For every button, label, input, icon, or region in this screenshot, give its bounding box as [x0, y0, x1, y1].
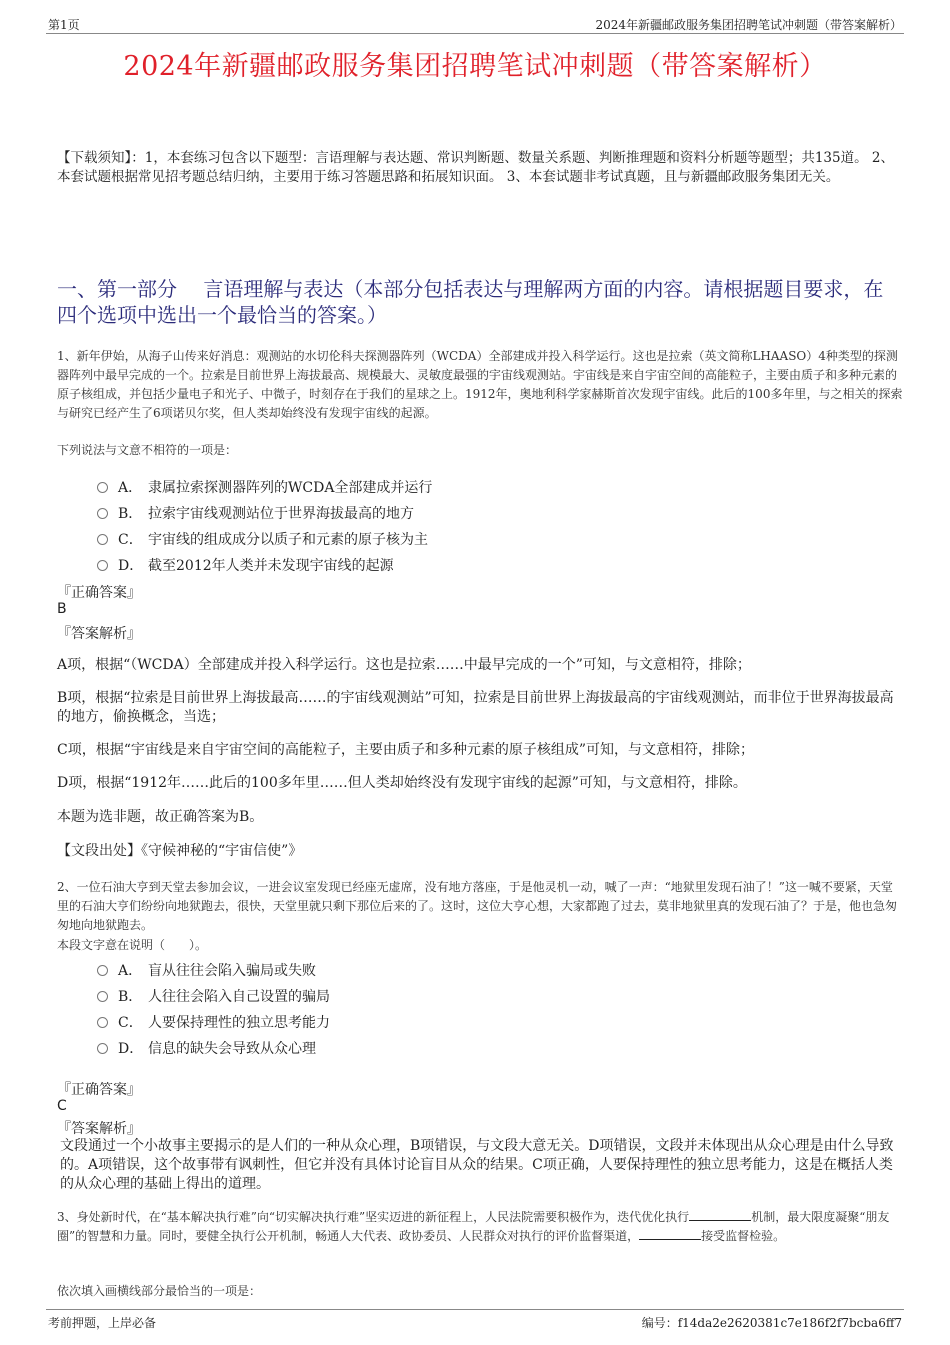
question-3-text: 3、身处新时代，在“基本解决执行难”向“切实解决执行难”坚实迈进的新征程上，人民法院需要积极作为，迭代优化执行 机制，最大限度凝聚“朋友圈”的智慧和力量。同时，要健全执行公开机制，畅通人大代表、政协委员、人民群众对执行的评价监督渠道， 接受监督检验。	[57, 1210, 890, 1243]
fill-blank-2[interactable]	[639, 1227, 701, 1240]
header-doc-title: 2024年新疆邮政服务集团招聘笔试冲刺题（带答案解析）	[595, 18, 902, 32]
radio-icon[interactable]	[97, 1017, 108, 1028]
question-1-text: 1、新年伊始，从海子山传来好消息：观测站的水切伦科夫探测器阵列（WCDA）全部建成并投入科学运行。这也是拉索（英文简称LHAASO）4种类型的探测器阵列中最早完成的一个。拉索是目前世界上海拔最高、规模最大、灵敏度最强的宇宙线观测站。宇宙线是来自宇宙空间的高能粒子，主要由质子和多种元素的原子核组成，并包括少量电子和光子、中微子，时刻存在于我们的星球之上。1912年，奥地利科学家赫斯首次发现宇宙线。此后的100多年里，与之相关的探索与研究已经产生了6项诺贝尔奖，但人类却始终没有发现宇宙线的起源。	[57, 349, 903, 420]
fill-blank-1[interactable]	[689, 1208, 751, 1221]
question-2-analysis: 文段通过一个小故事主要揭示的是人们的一种从众心理，B项错误，与文段大意无关。D项错误，文段并未体现出从众心理是由什么导致的。A项错误，这个故事带有讽刺性，但它并没有具体讨论盲目从众的结果。C项正确，人要保持理性的独立思考能力，这是在概括人类的从众心理的基础上得出的道理。	[60, 1138, 894, 1192]
radio-icon[interactable]	[97, 560, 108, 571]
question-1-answer: B	[57, 601, 67, 617]
radio-icon[interactable]	[97, 508, 108, 519]
page-title: 2024年新疆邮政服务集团招聘笔试冲刺题（带答案解析）	[123, 51, 827, 82]
question-1-analysis-c: C项，根据“宇宙线是来自宇宙空间的高能粒子，主要由质子和多种元素的原子核组成”可知，与文意相符，排除；	[57, 742, 755, 758]
radio-icon[interactable]	[97, 534, 108, 545]
question-3-prompt: 依次填入画横线部分最恰当的一项是：	[57, 1284, 262, 1298]
page-number: 第1页	[48, 18, 80, 32]
question-1-option-c[interactable]: C． 宇宙线的组成成分以质子和元素的原子核为主	[97, 529, 428, 549]
radio-icon[interactable]	[97, 965, 108, 976]
question-1-analysis-b: B项，根据“拉索是目前世界上海拔最高……的宇宙线观测站”可知，拉索是目前世界上海拔最高的宇宙线观测站，而非位于世界海拔最高的地方，偷换概念，当选；	[57, 690, 894, 725]
question-2-answer-label: 『正确答案』	[57, 1082, 141, 1098]
question-2-analysis-label: 『答案解析』	[57, 1121, 141, 1137]
header-divider	[46, 33, 904, 34]
question-1-answer-label: 『正确答案』	[57, 585, 141, 601]
question-2-option-b[interactable]: B． 人往往会陷入自己设置的骗局	[97, 986, 330, 1006]
question-1-analysis-label: 『答案解析』	[57, 626, 141, 642]
question-2-text: 2、一位石油大亨到天堂去参加会议，一进会议室发现已经座无虚席，没有地方落座，于是他灵机一动，喊了一声：“地狱里发现石油了！”这一喊不要紧，天堂里的石油大亨们纷纷向地狱跑去，很快，天堂里就只剩下那位后来的了。这时，这位大亨心想，大家都跑了过去，莫非地狱里真的发现石油了？于是，他也急匆匆地向地狱跑去。	[57, 880, 898, 932]
question-2-option-d[interactable]: D． 信息的缺失会导致从众心理	[97, 1038, 316, 1058]
question-2-option-c[interactable]: C． 人要保持理性的独立思考能力	[97, 1012, 330, 1032]
footer-slogan: 考前押题，上岸必备	[48, 1316, 157, 1330]
question-1-analysis-d: D项，根据“1912年……此后的100多年里……但人类却始终没有发现宇宙线的起源”可知，与文意相符，排除。	[57, 775, 747, 791]
radio-icon[interactable]	[97, 1043, 108, 1054]
question-1-option-a[interactable]: A． 隶属拉索探测器阵列的WCDA全部建成并运行	[97, 477, 432, 497]
question-1-prompt: 下列说法与文意不相符的一项是：	[57, 443, 238, 457]
radio-icon[interactable]	[97, 991, 108, 1002]
footer-divider	[46, 1309, 904, 1310]
question-1-option-b[interactable]: B． 拉索宇宙线观测站位于世界海拔最高的地方	[97, 503, 414, 523]
download-notice: 【下载须知】：1，本套练习包含以下题型：言语理解与表达题、常识判断题、数量关系题、判断推理题和资料分析题等题型；共135道。 2、本套试题根据常见招考题总结归纳，主要用于练习答题思路和拓展知识面。 3、本套试题非考试真题，且与新疆邮政服务集团无关。	[57, 150, 894, 185]
question-2-option-a[interactable]: A． 盲从往往会陷入骗局或失败	[97, 960, 316, 980]
question-1-conclusion: 本题为选非题，故正确答案为B。	[57, 809, 264, 825]
question-2-prompt: 本段文字意在说明（ ）。	[57, 938, 208, 952]
question-1-source: 【文段出处】《守候神秘的“宇宙信使”》	[57, 843, 303, 859]
section-heading: 一、第一部分 言语理解与表达（本部分包括表达与理解两方面的内容。请根据题目要求，在四个选项中选出一个最恰当的答案。）	[57, 277, 884, 327]
question-2-answer: C	[57, 1098, 67, 1114]
radio-icon[interactable]	[97, 482, 108, 493]
question-1-option-d[interactable]: D． 截至2012年人类并未发现宇宙线的起源	[97, 555, 394, 575]
question-1-analysis-a: A项，根据“（WCDA）全部建成并投入科学运行。这也是拉索……中最早完成的一个”可知，与文意相符，排除；	[57, 657, 751, 673]
footer-doc-id: 编号：f14da2e2620381c7e186f2f7bcba6ff7	[641, 1316, 902, 1330]
